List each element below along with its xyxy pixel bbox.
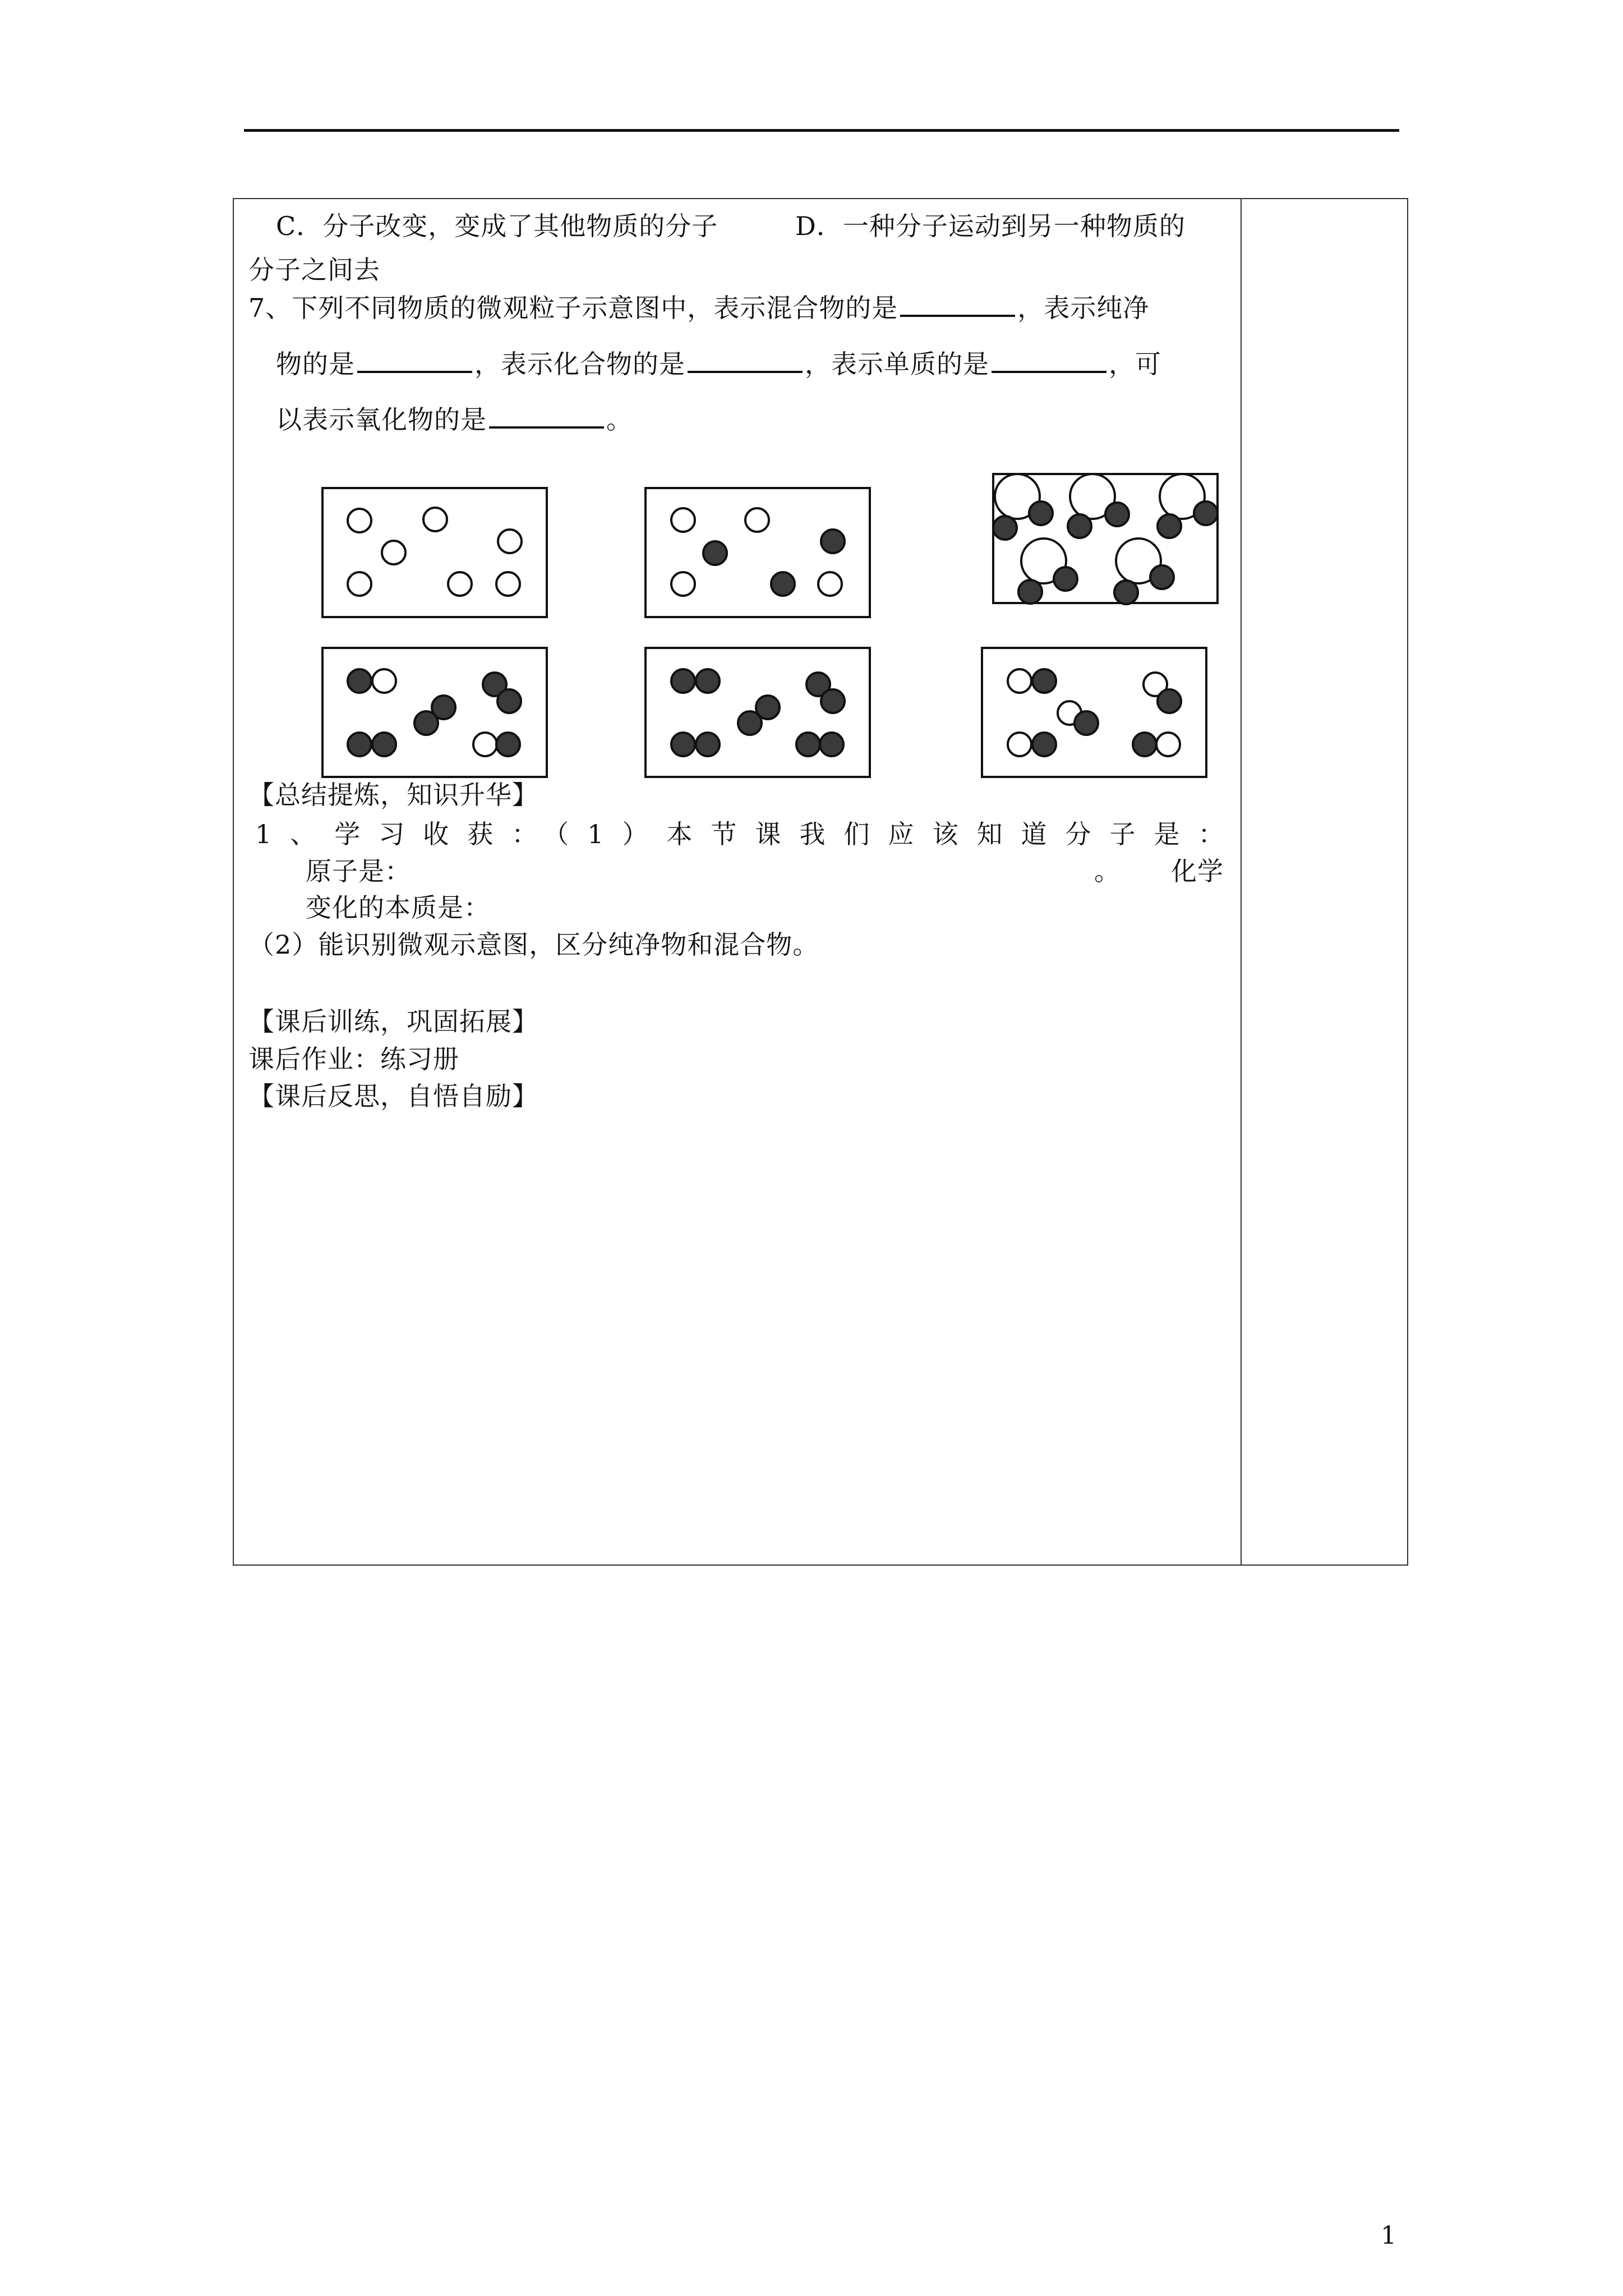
diagram-1-single-atoms xyxy=(322,488,547,617)
homework-line: 课后作业：练习册 xyxy=(248,1044,459,1074)
after-class-heading: 【课后训练，巩固拓展】 xyxy=(248,1006,538,1037)
page-number: 1 xyxy=(1381,2221,1396,2250)
q7-text-mixture: 7、下列不同物质的微观粒子示意图中，表示混合物的是 xyxy=(248,293,898,323)
reflection-heading: 【课后反思，自悟自励】 xyxy=(248,1081,538,1111)
summary-change-essence: 变化的本质是： xyxy=(306,892,490,923)
option-c: C．分子改变，变成了其他物质的分子 xyxy=(276,211,718,241)
summary-item-2: （2）能识别微观示意图，区分纯净物和混合物。 xyxy=(248,930,819,960)
q7-text-pure: ，表示纯净 xyxy=(1017,293,1150,323)
summary-chemistry: 化学 xyxy=(1171,856,1224,886)
diagram-4-molecules xyxy=(322,648,547,777)
q7-text-end: 。 xyxy=(606,404,633,435)
summary-heading: 【总结提炼，知识升华】 xyxy=(248,780,538,810)
option-d-continued: 分子之间去 xyxy=(248,255,380,285)
q7-text-element: ，表示单质的是 xyxy=(805,349,989,379)
q7-text-pure-cont: 物的是 xyxy=(276,349,355,379)
diagram-6-compound-molecules xyxy=(982,648,1206,777)
q7-text-oxide: 以表示氧化物的是 xyxy=(276,404,487,435)
summary-period: 。 xyxy=(1094,856,1121,886)
diagram-3-large-small-particles xyxy=(993,474,1218,604)
summary-item-1: 1、学习收获：（1）本节课我们应该知道分子是： xyxy=(255,819,1243,849)
summary-atom-is: 原子是： xyxy=(306,856,411,886)
q7-text-can: ，可 xyxy=(1109,349,1161,379)
diagram-2-mixed-atoms xyxy=(645,488,870,617)
diagram-5-diatomic-molecules xyxy=(645,648,870,777)
q7-text-compound: ，表示化合物的是 xyxy=(474,349,685,379)
option-d: D．一种分子运动到另一种物质的 xyxy=(795,211,1186,241)
